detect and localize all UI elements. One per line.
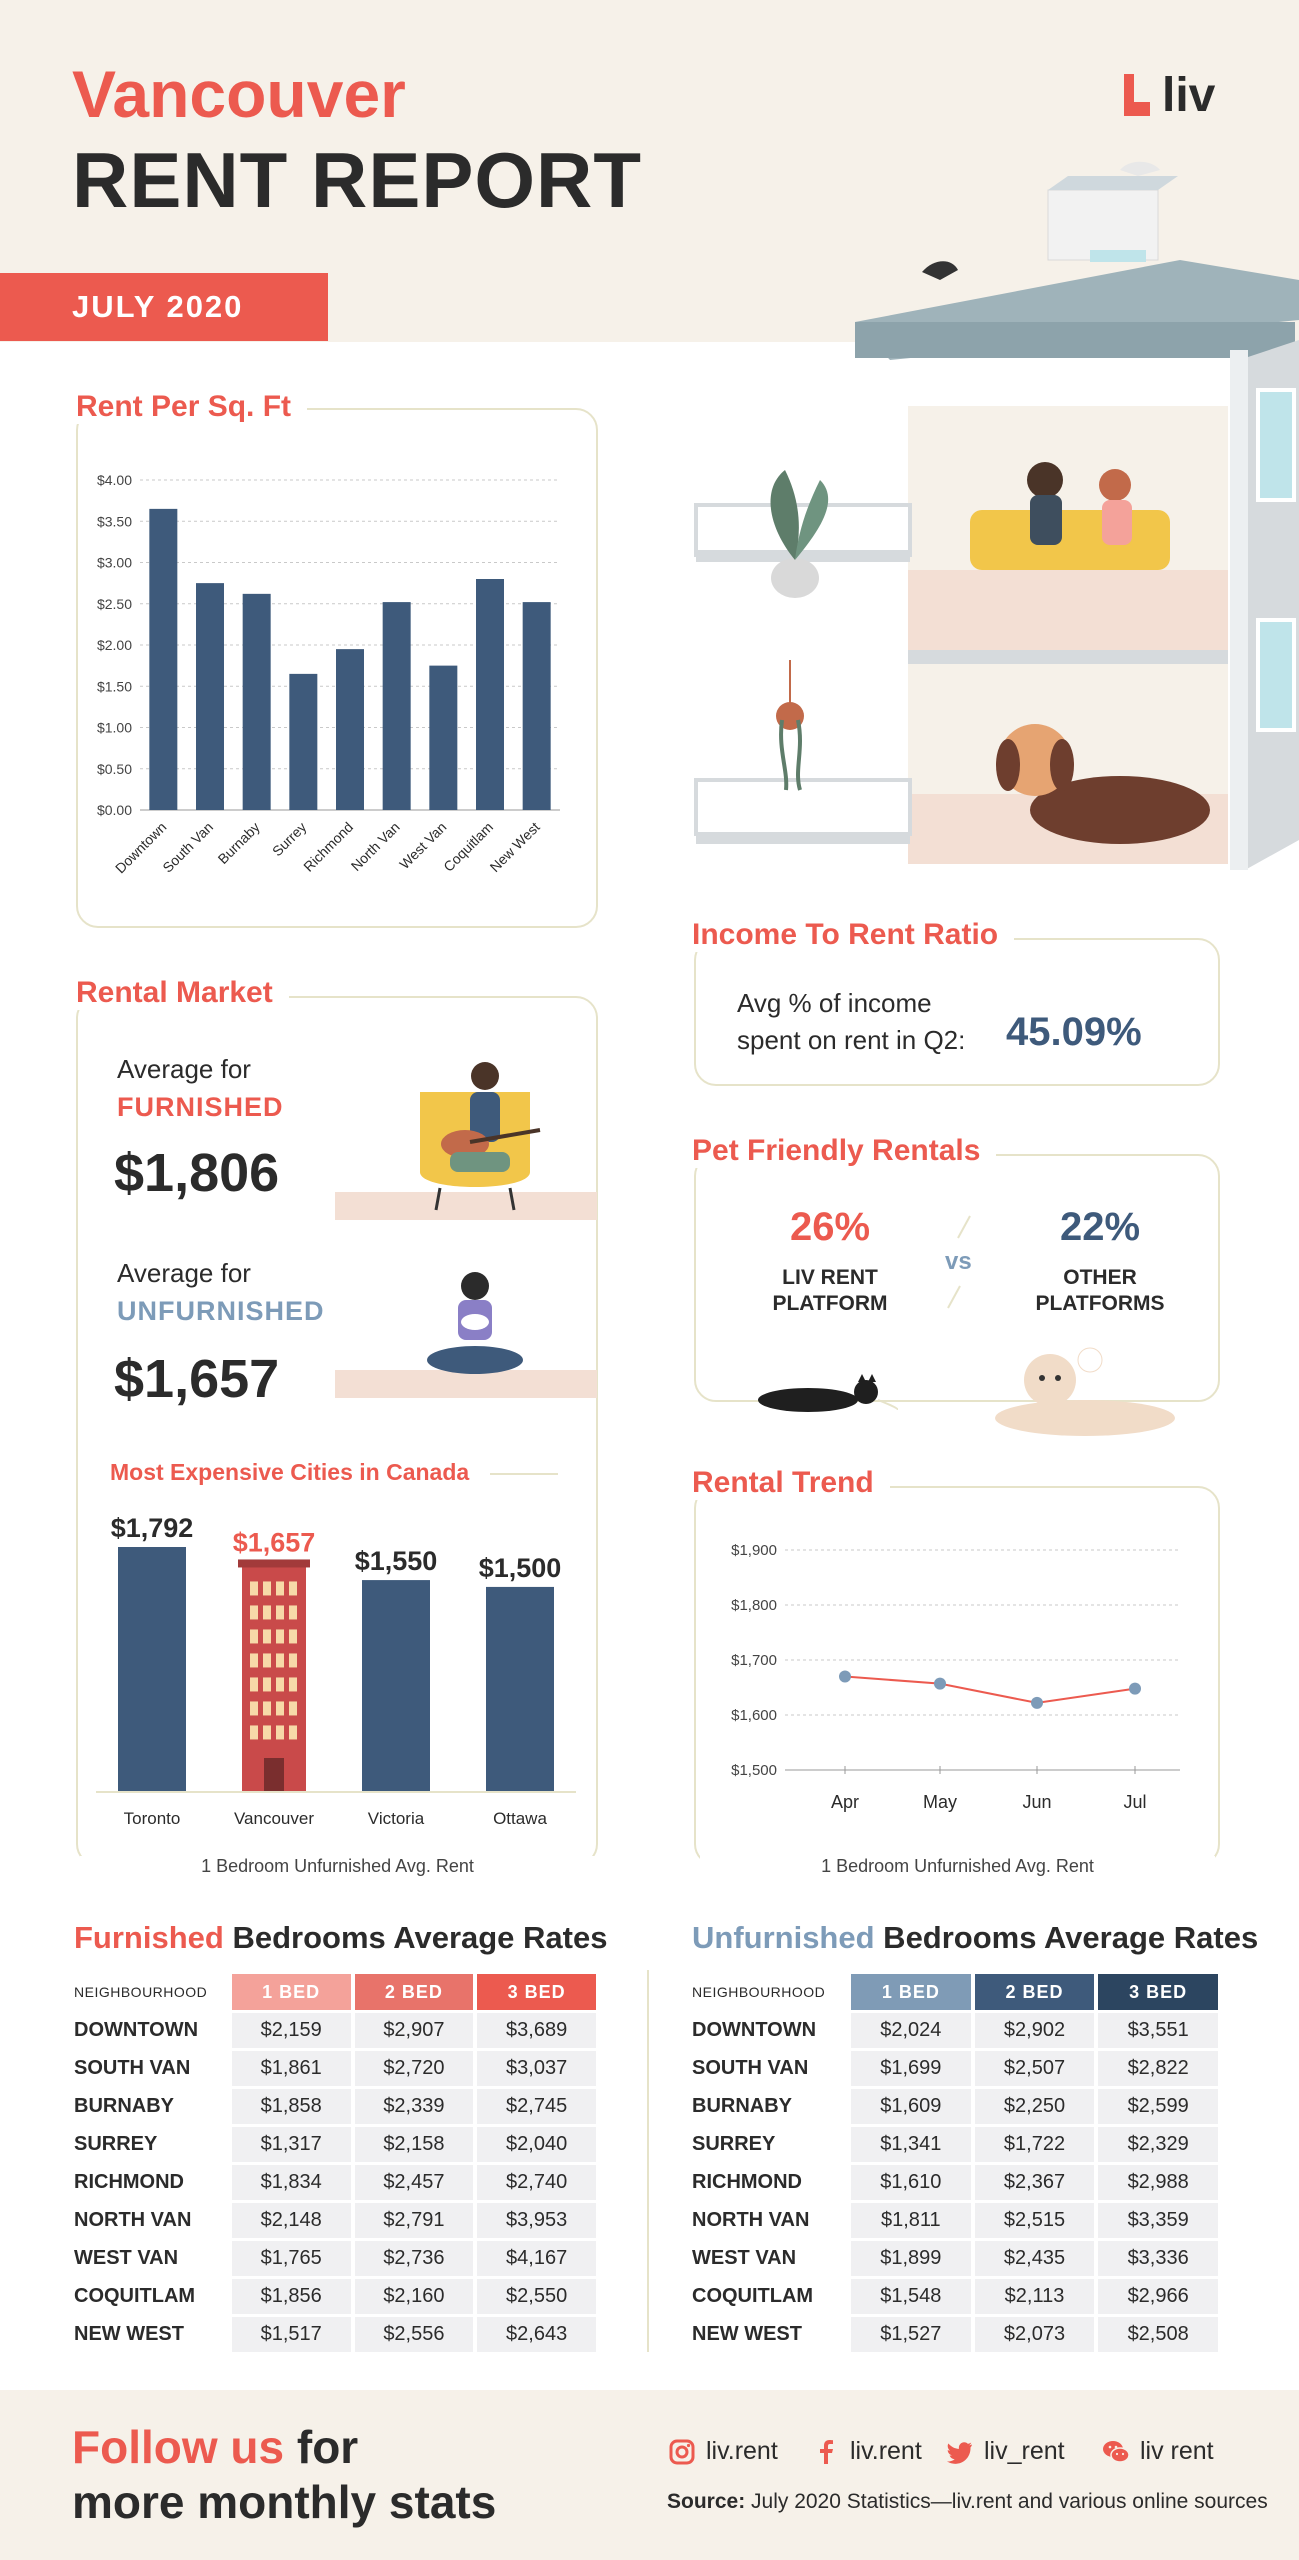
- most-expensive-title: Most Expensive Cities in Canada: [110, 1459, 470, 1485]
- x-tick-label: Richmond: [300, 818, 357, 875]
- bed-header-2: 2 BED: [355, 1974, 478, 2010]
- trend-point: [839, 1671, 851, 1683]
- building-window: [250, 1653, 258, 1667]
- building-window: [289, 1581, 297, 1595]
- unfurnished-average-label: Average for: [117, 1258, 251, 1288]
- liv-pet-label: [730, 1265, 930, 1317]
- follow-us-line1: [72, 2420, 358, 2474]
- date-banner: JULY 2020: [0, 273, 328, 341]
- neighbourhood-name: WEST VAN: [74, 2238, 232, 2276]
- other-pet-label-line2: PLATFORMS: [1035, 1292, 1165, 1315]
- rate-cell: $2,720: [355, 2048, 478, 2086]
- neighbourhood-header: NEIGHBOURHOOD: [692, 1974, 851, 2010]
- neighbourhood-name: NORTH VAN: [692, 2200, 851, 2238]
- rate-cell: $4,167: [477, 2238, 600, 2276]
- furnished-rates-table: [74, 1974, 600, 2352]
- rate-cell: $1,699: [851, 2048, 975, 2086]
- facebook-icon: [812, 2438, 840, 2466]
- rate-cell: $2,745: [477, 2086, 600, 2124]
- building-window: [263, 1677, 271, 1691]
- building-window: [289, 1677, 297, 1691]
- neighbourhood-name: SOUTH VAN: [74, 2048, 232, 2086]
- instagram-handle: liv.rent: [706, 2437, 778, 2465]
- income-title-line: [1030, 938, 1170, 940]
- bar: [523, 602, 551, 810]
- building-window: [289, 1629, 297, 1643]
- rate-cell: $2,160: [355, 2276, 478, 2314]
- rate-cell: $3,551: [1098, 2010, 1222, 2048]
- bar: [196, 583, 224, 810]
- trend-point: [1129, 1683, 1141, 1695]
- x-tick-label: Apr: [830, 1792, 860, 1812]
- neighbourhood-name: SURREY: [74, 2124, 232, 2162]
- bed-header-1: 1 BED: [232, 1974, 355, 2010]
- x-tick-label: Jul: [1123, 1792, 1147, 1812]
- bar: [118, 1547, 186, 1792]
- unfurnished-table-title: [692, 1920, 1258, 1956]
- x-tick-label: May: [922, 1792, 958, 1812]
- x-tick-label: Coquitlam: [440, 818, 497, 875]
- rate-cell: $3,037: [477, 2048, 600, 2086]
- liv-logo-text: liv: [1162, 69, 1216, 122]
- rate-cell: $2,040: [477, 2124, 600, 2162]
- wechat-link[interactable]: [1102, 2437, 1214, 2466]
- liv-pet-label-line1: LIV RENT: [782, 1266, 878, 1289]
- building-window: [263, 1629, 271, 1643]
- rate-cell: $3,953: [477, 2200, 600, 2238]
- rate-cell: $2,329: [1098, 2124, 1222, 2162]
- table-row: [74, 2124, 600, 2162]
- table-header-row: [692, 1974, 1222, 2010]
- y-tick-label: $1,900: [731, 1542, 777, 1559]
- neighbourhood-header: NEIGHBOURHOOD: [74, 1974, 232, 2010]
- table-row: [74, 2086, 600, 2124]
- rental-trend-title: Rental Trend: [692, 1466, 890, 1500]
- liv-logo[interactable]: [1122, 68, 1222, 124]
- building-window: [276, 1677, 284, 1691]
- neighbourhood-name: COQUITLAM: [692, 2276, 851, 2314]
- table-row: [692, 2238, 1222, 2276]
- eating-person-illustration: [420, 1268, 530, 1388]
- furnished-table-title-rest: Bedrooms Average Rates: [223, 1920, 608, 1955]
- x-tick-label: Victoria: [367, 1809, 425, 1828]
- unfurnished-rates-table: [692, 1974, 1222, 2352]
- y-tick-label: $3.00: [96, 554, 132, 571]
- trend-line: [845, 1677, 1135, 1703]
- y-tick-label: $4.00: [96, 472, 132, 488]
- building-window: [263, 1725, 271, 1739]
- pet-title-line: [1000, 1154, 1170, 1156]
- bar-roof: [238, 1559, 310, 1567]
- tables-divider: [647, 1970, 649, 2352]
- building-window: [263, 1701, 271, 1715]
- income-label-line2: spent on rent in Q2:: [737, 1025, 966, 1055]
- building-door: [264, 1758, 284, 1792]
- furnished-table-title-accent: Furnished: [74, 1920, 224, 1955]
- table-row: [74, 2276, 600, 2314]
- unfurnished-table-title-accent: Unfurnished: [692, 1920, 875, 1955]
- bar: [289, 674, 317, 810]
- x-tick-label: Downtown: [111, 818, 170, 877]
- cities-caption: 1 Bedroom Unfurnished Avg. Rent: [80, 1856, 595, 1877]
- y-tick-label: $1,500: [731, 1762, 777, 1779]
- source-label: Source:: [667, 2490, 746, 2513]
- rate-cell: $1,765: [232, 2238, 355, 2276]
- rate-cell: $2,250: [975, 2086, 1099, 2124]
- building-window: [250, 1725, 258, 1739]
- rate-cell: $1,861: [232, 2048, 355, 2086]
- bar: [429, 666, 457, 810]
- table-row: [692, 2048, 1222, 2086]
- source-text: July 2020 Statistics—liv.rent and various online sources: [745, 2490, 1268, 2513]
- rate-cell: $2,966: [1098, 2276, 1222, 2314]
- x-tick-label: New West: [486, 818, 543, 876]
- building-window: [263, 1653, 271, 1667]
- other-pet-percent: 22%: [1059, 1205, 1141, 1249]
- unfurnished-average-value: $1,657: [114, 1349, 280, 1409]
- market-title-line: [300, 996, 550, 998]
- x-tick-label: Surrey: [268, 818, 310, 860]
- y-tick-label: $1.50: [96, 678, 132, 695]
- rate-cell: $2,507: [975, 2048, 1099, 2086]
- bar: [486, 1587, 554, 1792]
- rate-cell: $2,148: [232, 2200, 355, 2238]
- table-row: [692, 2010, 1222, 2048]
- rate-cell: $1,856: [232, 2276, 355, 2314]
- y-tick-label: $1,600: [731, 1707, 777, 1724]
- neighbourhood-name: COQUITLAM: [74, 2276, 232, 2314]
- bar: [362, 1580, 430, 1792]
- building-window: [276, 1725, 284, 1739]
- furnished-type-label: FURNISHED: [117, 1092, 284, 1122]
- rate-cell: $2,339: [355, 2086, 478, 2124]
- neighbourhood-name: WEST VAN: [692, 2238, 851, 2276]
- income-rent-title: Income To Rent Ratio: [692, 918, 1014, 952]
- rate-cell: $2,515: [975, 2200, 1099, 2238]
- building-window: [289, 1605, 297, 1619]
- bed-header-3: 3 BED: [477, 1974, 600, 2010]
- instagram-link[interactable]: [668, 2437, 778, 2466]
- table-row: [692, 2314, 1222, 2352]
- neighbourhood-name: NEW WEST: [74, 2314, 232, 2352]
- building-window: [289, 1725, 297, 1739]
- building-window: [250, 1677, 258, 1691]
- x-tick-label: Ottawa: [493, 1809, 547, 1828]
- x-tick-label: North Van: [347, 818, 403, 874]
- rate-cell: $1,517: [232, 2314, 355, 2352]
- rate-cell: $2,988: [1098, 2162, 1222, 2200]
- source-note: [667, 2490, 1268, 2514]
- building-window: [276, 1653, 284, 1667]
- table-row: [692, 2162, 1222, 2200]
- rate-cell: $2,902: [975, 2010, 1099, 2048]
- table-row: [74, 2200, 600, 2238]
- rate-cell: $3,689: [477, 2010, 600, 2048]
- y-tick-label: $0.50: [96, 760, 132, 777]
- data-label: $1,550: [354, 1546, 438, 1577]
- building-window: [276, 1605, 284, 1619]
- rate-cell: $1,317: [232, 2124, 355, 2162]
- furnished-average-label: Average for: [117, 1054, 251, 1084]
- apartment-building-illustration: [690, 150, 1299, 890]
- liv-pet-label-line2: PLATFORM: [772, 1292, 888, 1315]
- building-window: [250, 1581, 258, 1595]
- rate-cell: $2,159: [232, 2010, 355, 2048]
- rate-cell: $2,435: [975, 2238, 1099, 2276]
- unfurnished-table-title-rest: Bedrooms Average Rates: [874, 1920, 1259, 1955]
- report-title: RENT REPORT: [72, 136, 643, 224]
- wechat-icon: [1102, 2438, 1130, 2466]
- rate-cell: $2,550: [477, 2276, 600, 2314]
- trend-point: [1031, 1697, 1043, 1709]
- neighbourhood-name: RICHMOND: [74, 2162, 232, 2200]
- trend-title-line: [906, 1486, 1170, 1488]
- x-tick-label: Burnaby: [214, 818, 263, 868]
- y-tick-label: $3.50: [96, 513, 132, 530]
- bed-header-3: 3 BED: [1098, 1974, 1222, 2010]
- facebook-handle: liv.rent: [850, 2437, 922, 2465]
- table-row: [692, 2086, 1222, 2124]
- rate-cell: $2,822: [1098, 2048, 1222, 2086]
- neighbourhood-name: DOWNTOWN: [74, 2010, 232, 2048]
- rate-cell: $1,548: [851, 2276, 975, 2314]
- follow-us-accent: Follow us: [72, 2421, 285, 2473]
- x-tick-label: Jun: [1022, 1792, 1052, 1812]
- other-pet-label-line1: OTHER: [1063, 1266, 1137, 1289]
- rate-cell: $1,610: [851, 2162, 975, 2200]
- building-window: [263, 1581, 271, 1595]
- rate-cell: $1,609: [851, 2086, 975, 2124]
- y-tick-label: $1.00: [96, 719, 132, 736]
- y-tick-label: $1,800: [731, 1597, 777, 1614]
- rate-cell: $2,508: [1098, 2314, 1222, 2352]
- data-label: $1,792: [110, 1513, 194, 1543]
- other-pet-label: [1000, 1265, 1200, 1317]
- neighbourhood-name: SOUTH VAN: [692, 2048, 851, 2086]
- follow-us-line2: more monthly stats: [72, 2476, 497, 2528]
- instagram-icon: [668, 2438, 696, 2466]
- neighbourhood-name: DOWNTOWN: [692, 2010, 851, 2048]
- rate-cell: $3,359: [1098, 2200, 1222, 2238]
- building-window: [276, 1581, 284, 1595]
- dog-icon: [990, 1340, 1190, 1440]
- y-tick-label: $2.00: [96, 637, 132, 653]
- city-title: Vancouver: [72, 57, 406, 131]
- pet-friendly-title: Pet Friendly Rentals: [692, 1134, 996, 1168]
- black-cat-icon: [748, 1360, 898, 1420]
- y-tick-label: $0.00: [96, 802, 132, 818]
- rate-cell: $2,643: [477, 2314, 600, 2352]
- bar: [243, 594, 271, 810]
- rate-cell: $2,907: [355, 2010, 478, 2048]
- building-window: [276, 1629, 284, 1643]
- building-window: [289, 1701, 297, 1715]
- twitter-link[interactable]: [946, 2437, 1065, 2466]
- building-window: [250, 1629, 258, 1643]
- data-label: $1,500: [478, 1552, 562, 1583]
- rate-cell: $2,073: [975, 2314, 1099, 2352]
- twitter-handle: liv_rent: [984, 2437, 1065, 2465]
- rate-cell: $2,457: [355, 2162, 478, 2200]
- rate-cell: $1,341: [851, 2124, 975, 2162]
- trend-caption: 1 Bedroom Unfurnished Avg. Rent: [700, 1856, 1215, 1877]
- wechat-handle: liv rent: [1140, 2437, 1214, 2465]
- bar: [336, 649, 364, 810]
- bed-header-2: 2 BED: [975, 1974, 1099, 2010]
- furnished-average-value: $1,806: [114, 1143, 280, 1203]
- rate-cell: $2,736: [355, 2238, 478, 2276]
- liv-pet-percent: 26%: [789, 1205, 871, 1249]
- table-row: [74, 2010, 600, 2048]
- neighbourhood-name: BURNABY: [74, 2086, 232, 2124]
- neighbourhood-name: BURNABY: [692, 2086, 851, 2124]
- rate-cell: $1,527: [851, 2314, 975, 2352]
- income-label-line1: Avg % of income: [737, 988, 932, 1018]
- twitter-icon: [946, 2438, 974, 2466]
- rate-cell: $3,336: [1098, 2238, 1222, 2276]
- y-tick-label: $2.50: [96, 595, 132, 612]
- table-row: [74, 2048, 600, 2086]
- rate-cell: $1,834: [232, 2162, 355, 2200]
- bar: [149, 509, 177, 810]
- rental-trend-chart: [700, 1530, 1212, 1830]
- rate-cell: $2,791: [355, 2200, 478, 2238]
- rate-cell: $2,024: [851, 2010, 975, 2048]
- vs-label: vs: [945, 1248, 972, 1275]
- rent-sqft-chart: [80, 455, 590, 915]
- unfurnished-type-label: UNFURNISHED: [117, 1296, 325, 1326]
- rate-cell: $2,158: [355, 2124, 478, 2162]
- expensive-title-line: [490, 1473, 558, 1475]
- liv-logo-icon: [1122, 72, 1152, 118]
- table-row: [74, 2314, 600, 2352]
- income-ratio-value: 45.09%: [1006, 1010, 1142, 1054]
- x-tick-label: South Van: [159, 818, 217, 876]
- rate-cell: $2,599: [1098, 2086, 1222, 2124]
- rate-cell: $2,113: [975, 2276, 1099, 2314]
- neighbourhood-name: NEW WEST: [692, 2314, 851, 2352]
- y-tick-label: $1,700: [731, 1652, 777, 1669]
- rate-cell: $1,811: [851, 2200, 975, 2238]
- rate-cell: $1,858: [232, 2086, 355, 2124]
- building-window: [263, 1605, 271, 1619]
- trend-point: [934, 1678, 946, 1690]
- building-window: [289, 1653, 297, 1667]
- guitar-person-illustration: [410, 1052, 550, 1212]
- table-row: [74, 2162, 600, 2200]
- income-label: [737, 985, 965, 1059]
- table-row: [74, 2238, 600, 2276]
- follow-us-rest: for: [284, 2421, 359, 2473]
- rental-market-title: Rental Market: [76, 976, 289, 1010]
- facebook-link[interactable]: [812, 2437, 922, 2466]
- bed-header-1: 1 BED: [851, 1974, 975, 2010]
- rate-cell: $2,556: [355, 2314, 478, 2352]
- bar: [476, 579, 504, 810]
- building-window: [276, 1701, 284, 1715]
- most-expensive-chart: [96, 1500, 576, 1840]
- furnished-table-title: [74, 1920, 607, 1956]
- data-label: $1,657: [232, 1527, 316, 1558]
- rate-cell: $2,740: [477, 2162, 600, 2200]
- x-tick-label: Toronto: [123, 1809, 181, 1828]
- rate-cell: $2,367: [975, 2162, 1099, 2200]
- rent-sqft-title-line: [320, 408, 550, 410]
- x-tick-label: Vancouver: [233, 1809, 315, 1828]
- rate-cell: $1,722: [975, 2124, 1099, 2162]
- rate-cell: $1,899: [851, 2238, 975, 2276]
- neighbourhood-name: RICHMOND: [692, 2162, 851, 2200]
- neighbourhood-name: SURREY: [692, 2124, 851, 2162]
- x-tick-label: West Van: [396, 818, 450, 873]
- rent-sqft-title: Rent Per Sq. Ft: [76, 390, 307, 424]
- neighbourhood-name: NORTH VAN: [74, 2200, 232, 2238]
- table-row: [692, 2200, 1222, 2238]
- table-row: [692, 2276, 1222, 2314]
- building-window: [250, 1605, 258, 1619]
- table-header-row: [74, 1974, 600, 2010]
- building-window: [250, 1701, 258, 1715]
- table-row: [692, 2124, 1222, 2162]
- bar: [383, 602, 411, 810]
